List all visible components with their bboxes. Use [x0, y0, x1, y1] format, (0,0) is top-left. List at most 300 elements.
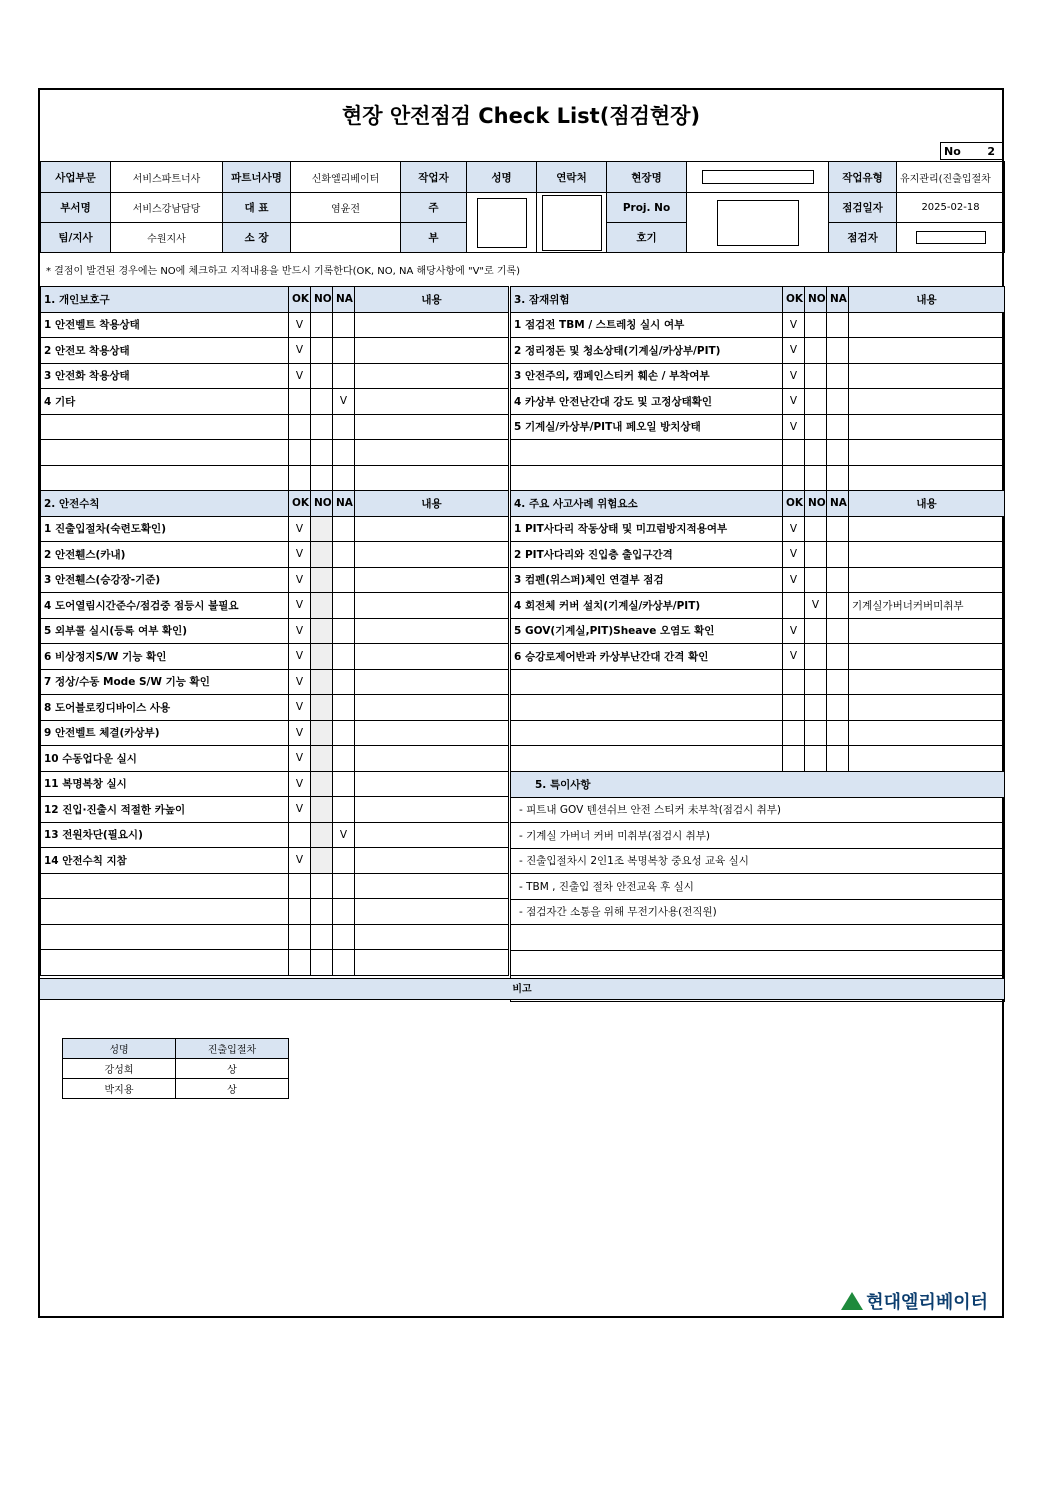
checklist-row — [41, 338, 509, 364]
cell-ok[interactable] — [289, 440, 311, 466]
checklist-row — [41, 618, 509, 644]
cell-content[interactable] — [849, 720, 1005, 746]
cell-content[interactable] — [849, 567, 1005, 593]
cell-content[interactable] — [355, 516, 509, 542]
cell-na[interactable] — [333, 873, 355, 899]
cell-ok[interactable] — [289, 822, 311, 848]
cell-content[interactable] — [355, 312, 509, 338]
partner-value: 신화엘리베이터 — [291, 162, 401, 193]
cell-no[interactable] — [311, 950, 333, 976]
cell-na[interactable] — [333, 312, 355, 338]
cell-ok[interactable] — [783, 440, 805, 466]
cell-label: 3 안전주의, 캠페인스티커 훼손 / 부착여부 — [511, 363, 783, 389]
checklist-row — [41, 873, 509, 899]
cell-content[interactable] — [355, 822, 509, 848]
section-title: 4. 주요 사고사례 위험요소 — [511, 491, 783, 517]
cell-content[interactable] — [355, 899, 509, 925]
cell-content[interactable] — [849, 746, 1005, 772]
special-note — [511, 925, 1005, 951]
business-value: 서비스파트너사 — [111, 162, 223, 193]
date-value: 2025-02-18 — [897, 193, 1005, 223]
cell-label: 10 수동업다운 실시 — [41, 746, 289, 772]
note-row — [511, 848, 1005, 874]
cell-ok[interactable]: V — [289, 567, 311, 593]
cell-ok[interactable] — [289, 389, 311, 415]
cell-label — [41, 440, 289, 466]
cell-no[interactable] — [311, 363, 333, 389]
cell-no[interactable] — [311, 924, 333, 950]
cell-na[interactable] — [827, 542, 849, 568]
cell-content[interactable] — [355, 465, 509, 491]
mini-cell: 상 — [176, 1059, 289, 1079]
cell-label: 4 카상부 안전난간대 강도 및 고정상태확인 — [511, 389, 783, 415]
cell-na[interactable] — [333, 618, 355, 644]
checklist-row — [41, 414, 509, 440]
cell-no[interactable] — [805, 414, 827, 440]
cell-no[interactable] — [311, 695, 333, 721]
special-note: - 기계실 가버너 커버 미취부(점검시 취부) — [511, 823, 1005, 849]
checklist-row — [511, 465, 1005, 491]
cell-content[interactable] — [849, 414, 1005, 440]
cell-content[interactable] — [355, 695, 509, 721]
cell-na[interactable] — [333, 542, 355, 568]
cell-ok[interactable]: V — [289, 797, 311, 823]
cell-ok[interactable] — [289, 414, 311, 440]
cell-no[interactable] — [805, 465, 827, 491]
chief-value — [291, 223, 401, 253]
cell-ok[interactable]: V — [289, 542, 311, 568]
col-content: 내용 — [355, 287, 509, 313]
worktype-value: 유지관리(진출입절차 — [897, 162, 1005, 193]
cell-content[interactable] — [355, 542, 509, 568]
no-value: 2 — [987, 144, 995, 158]
cell-na[interactable] — [333, 848, 355, 874]
mini-header-procedure: 진출입절차 — [176, 1039, 289, 1059]
cell-content[interactable] — [849, 618, 1005, 644]
cell-ok[interactable]: V — [783, 312, 805, 338]
mini-cell: 박지용 — [63, 1079, 176, 1099]
cell-label: 8 도어블로킹디바이스 사용 — [41, 695, 289, 721]
cell-na[interactable] — [827, 593, 849, 619]
cell-no[interactable] — [311, 848, 333, 874]
cell-content[interactable] — [355, 950, 509, 976]
cell-content[interactable] — [849, 516, 1005, 542]
col-ok: OK — [783, 491, 805, 517]
page-title: 현장 안전점검 Check List(점검현장) — [341, 104, 701, 128]
cell-na[interactable] — [827, 618, 849, 644]
cell-content[interactable] — [355, 873, 509, 899]
no-label: No — [944, 144, 961, 158]
cell-label: 4 도어열림시간준수/점검중 점등시 불필요 — [41, 593, 289, 619]
cell-ok[interactable]: V — [783, 516, 805, 542]
cell-content[interactable] — [849, 695, 1005, 721]
cell-ok[interactable]: V — [289, 720, 311, 746]
cell-na[interactable] — [333, 440, 355, 466]
cell-no[interactable] — [311, 389, 333, 415]
cell-label — [511, 669, 783, 695]
name-label: 성명 — [467, 162, 537, 193]
cell-label — [511, 746, 783, 772]
cell-content[interactable] — [355, 848, 509, 874]
cell-na[interactable] — [333, 695, 355, 721]
cell-content[interactable] — [849, 542, 1005, 568]
inspector-label: 점검자 — [829, 223, 897, 253]
cell-label — [41, 950, 289, 976]
cell-na[interactable] — [827, 414, 849, 440]
cell-no[interactable] — [311, 720, 333, 746]
cell-no[interactable]: V — [805, 593, 827, 619]
cell-no[interactable] — [311, 797, 333, 823]
sub-label: 부 — [401, 223, 467, 253]
checklist-row — [41, 822, 509, 848]
cell-na[interactable] — [827, 720, 849, 746]
cell-no[interactable] — [311, 312, 333, 338]
checklist-row — [41, 924, 509, 950]
cell-ok[interactable] — [783, 720, 805, 746]
cell-ok[interactable]: V — [783, 567, 805, 593]
special-note: - 피트내 GOV 텐션쉬브 안전 스티커 未부착(점검시 취부) — [511, 797, 1005, 823]
business-label: 사업부문 — [41, 162, 111, 193]
cell-content[interactable] — [849, 338, 1005, 364]
cell-no[interactable] — [805, 695, 827, 721]
section-title: 5. 특이사항 — [511, 772, 1005, 798]
contact-label: 연락처 — [537, 162, 607, 193]
cell-no[interactable] — [311, 567, 333, 593]
cell-no[interactable] — [311, 338, 333, 364]
checklist-row — [41, 593, 509, 619]
cell-na[interactable] — [827, 695, 849, 721]
cell-ok[interactable]: V — [289, 746, 311, 772]
cell-ok[interactable]: V — [783, 389, 805, 415]
cell-label: 1 안전벨트 착용상태 — [41, 312, 289, 338]
cell-no[interactable] — [311, 644, 333, 670]
section-title: 2. 안전수칙 — [41, 491, 289, 517]
cell-content[interactable] — [355, 746, 509, 772]
cell-na[interactable] — [333, 363, 355, 389]
proj-value[interactable] — [687, 193, 829, 253]
col-na: NA — [333, 491, 355, 517]
cell-ok[interactable]: V — [289, 618, 311, 644]
cell-label: 13 전원차단(필요시) — [41, 822, 289, 848]
cell-na[interactable] — [827, 669, 849, 695]
checklist-row — [41, 899, 509, 925]
checklist-row — [511, 516, 1005, 542]
cell-ok[interactable]: V — [783, 618, 805, 644]
cell-no[interactable] — [805, 720, 827, 746]
dept-value: 서비스강남담당 — [111, 193, 223, 223]
col-content: 내용 — [355, 491, 509, 517]
cell-label — [41, 924, 289, 950]
note-row — [511, 925, 1005, 951]
checklist-row — [511, 542, 1005, 568]
cell-no[interactable] — [805, 516, 827, 542]
col-content: 내용 — [849, 491, 1005, 517]
ceo-value: 염윤전 — [291, 193, 401, 223]
cell-na[interactable] — [827, 516, 849, 542]
remark-bar: 비고 — [40, 978, 1004, 1000]
checklist-sheet — [38, 88, 1004, 1318]
cell-content[interactable] — [355, 363, 509, 389]
cell-na[interactable] — [827, 746, 849, 772]
cell-label: 9 안전벨트 체결(카상부) — [41, 720, 289, 746]
cell-na[interactable]: V — [333, 822, 355, 848]
cell-content[interactable] — [355, 414, 509, 440]
cell-label: 3 안전휀스(승강장-기준) — [41, 567, 289, 593]
cell-na[interactable]: V — [333, 389, 355, 415]
cell-ok[interactable]: V — [783, 414, 805, 440]
contact-value[interactable] — [537, 193, 607, 253]
checklist-row — [41, 669, 509, 695]
cell-na[interactable] — [827, 312, 849, 338]
cell-content[interactable] — [849, 465, 1005, 491]
cell-ok[interactable] — [289, 924, 311, 950]
cell-ok[interactable] — [289, 950, 311, 976]
cell-no[interactable] — [311, 873, 333, 899]
cell-no[interactable] — [311, 746, 333, 772]
cell-na[interactable] — [333, 338, 355, 364]
checklist-row — [511, 720, 1005, 746]
cell-label: 12 진입·진출시 적절한 카높이 — [41, 797, 289, 823]
cell-na[interactable] — [827, 389, 849, 415]
cell-no[interactable] — [805, 389, 827, 415]
cell-ok[interactable] — [783, 465, 805, 491]
personnel-table — [62, 1038, 289, 1099]
cell-no[interactable] — [805, 644, 827, 670]
special-note: - 진출입절차시 2인1조 복명복창 중요성 교육 실시 — [511, 848, 1005, 874]
cell-ok[interactable] — [783, 695, 805, 721]
checklist-row — [511, 338, 1005, 364]
checklist-row — [41, 440, 509, 466]
cell-no[interactable] — [805, 363, 827, 389]
cell-label: 6 승강로제어반과 카상부난간대 간격 확인 — [511, 644, 783, 670]
checklist-row — [41, 312, 509, 338]
cell-ok[interactable]: V — [289, 312, 311, 338]
cell-ok[interactable] — [783, 746, 805, 772]
worker-label: 작업자 — [401, 162, 467, 193]
cell-no[interactable] — [311, 440, 333, 466]
cell-no[interactable] — [311, 899, 333, 925]
cell-ok[interactable]: V — [289, 848, 311, 874]
team-value: 수원지사 — [111, 223, 223, 253]
cell-label: 1 점검전 TBM / 스트레칭 실시 여부 — [511, 312, 783, 338]
checklist-row — [41, 950, 509, 976]
cell-na[interactable] — [827, 363, 849, 389]
cell-no[interactable] — [805, 338, 827, 364]
cell-na[interactable] — [333, 465, 355, 491]
cell-ok[interactable] — [289, 465, 311, 491]
checklist-row — [511, 312, 1005, 338]
cell-content[interactable] — [849, 644, 1005, 670]
cell-ok[interactable]: V — [289, 644, 311, 670]
cell-label: 14 안전수칙 지참 — [41, 848, 289, 874]
cell-label — [511, 440, 783, 466]
cell-label — [41, 873, 289, 899]
chief-label: 소 장 — [223, 223, 291, 253]
col-no: NO — [311, 287, 333, 313]
cell-no[interactable] — [311, 542, 333, 568]
col-ok: OK — [289, 491, 311, 517]
cell-na[interactable] — [827, 465, 849, 491]
cell-content[interactable] — [849, 669, 1005, 695]
ceo-label: 대 표 — [223, 193, 291, 223]
cell-label: 6 비상정지S/W 기능 확인 — [41, 644, 289, 670]
cell-na[interactable] — [827, 644, 849, 670]
checklist-row — [511, 669, 1005, 695]
section-special-notes — [510, 771, 1005, 1002]
cell-ok[interactable]: V — [289, 338, 311, 364]
cell-no[interactable] — [311, 618, 333, 644]
note-row — [511, 823, 1005, 849]
special-note: - TBM , 진출입 절차 안전교육 후 실시 — [511, 874, 1005, 900]
cell-no[interactable] — [805, 542, 827, 568]
cell-ok[interactable] — [783, 669, 805, 695]
cell-na[interactable] — [827, 440, 849, 466]
cell-na[interactable] — [333, 746, 355, 772]
cell-na[interactable] — [333, 899, 355, 925]
cell-content[interactable] — [355, 924, 509, 950]
cell-label: 1 진출입절차(숙련도확인) — [41, 516, 289, 542]
proj-label: Proj. No — [607, 193, 687, 223]
cell-na[interactable] — [827, 338, 849, 364]
cell-content[interactable] — [355, 771, 509, 797]
cell-no[interactable] — [805, 746, 827, 772]
special-note: - 점검자간 소통을 위해 무전기사용(전직원) — [511, 899, 1005, 925]
cell-ok[interactable]: V — [289, 771, 311, 797]
checklist-row — [41, 720, 509, 746]
checklist-row — [511, 414, 1005, 440]
cell-label: 2 PIT사다리와 진입층 출입구간격 — [511, 542, 783, 568]
cell-no[interactable] — [805, 312, 827, 338]
site-value[interactable] — [687, 162, 829, 193]
cell-ok[interactable]: V — [289, 363, 311, 389]
cell-no[interactable] — [311, 822, 333, 848]
section-rules — [40, 490, 509, 976]
cell-content[interactable] — [355, 593, 509, 619]
cell-content[interactable] — [355, 618, 509, 644]
cell-content[interactable] — [355, 720, 509, 746]
cell-label: 5 GOV(기계실,PIT)Sheave 오염도 확인 — [511, 618, 783, 644]
cell-na[interactable] — [333, 924, 355, 950]
checklist-row — [41, 644, 509, 670]
cell-na[interactable] — [827, 567, 849, 593]
col-ok: OK — [289, 287, 311, 313]
checklist-row — [511, 746, 1005, 772]
inspector-value[interactable] — [897, 223, 1005, 253]
cell-na[interactable] — [333, 771, 355, 797]
checklist-row — [41, 465, 509, 491]
cell-ok[interactable] — [289, 899, 311, 925]
site-label: 현장명 — [607, 162, 687, 193]
cell-label — [511, 465, 783, 491]
col-no: NO — [805, 287, 827, 313]
col-content: 내용 — [849, 287, 1005, 313]
cell-label: 11 복명복창 실시 — [41, 771, 289, 797]
mini-header-name: 성명 — [63, 1039, 176, 1059]
cell-label: 5 기계실/카상부/PIT내 페오일 방치상태 — [511, 414, 783, 440]
checklist-row — [41, 695, 509, 721]
cell-na[interactable] — [333, 516, 355, 542]
cell-no[interactable] — [311, 593, 333, 619]
cell-label — [511, 720, 783, 746]
cell-ok[interactable] — [289, 873, 311, 899]
section-accident-risk — [510, 490, 1005, 772]
cell-content[interactable] — [849, 440, 1005, 466]
cell-no[interactable] — [311, 414, 333, 440]
cell-na[interactable] — [333, 644, 355, 670]
company-logo — [841, 1288, 988, 1314]
cell-no[interactable] — [805, 567, 827, 593]
cell-content[interactable] — [355, 338, 509, 364]
cell-label: 5 외부콜 실시(등록 여부 확인) — [41, 618, 289, 644]
cell-no[interactable] — [805, 669, 827, 695]
cell-content[interactable] — [355, 440, 509, 466]
note-row — [511, 899, 1005, 925]
cell-na[interactable] — [333, 414, 355, 440]
note-row — [511, 874, 1005, 900]
cell-na[interactable] — [333, 720, 355, 746]
cell-na[interactable] — [333, 797, 355, 823]
cell-ok[interactable]: V — [289, 695, 311, 721]
cell-ok[interactable]: V — [289, 593, 311, 619]
cell-ok[interactable]: V — [289, 516, 311, 542]
cell-ok[interactable]: V — [289, 669, 311, 695]
cell-label — [511, 695, 783, 721]
cell-ok[interactable]: V — [783, 338, 805, 364]
cell-na[interactable] — [333, 593, 355, 619]
cell-no[interactable] — [805, 618, 827, 644]
cell-content[interactable] — [355, 567, 509, 593]
team-label: 팀/지사 — [41, 223, 111, 253]
col-na: NA — [333, 287, 355, 313]
cell-na[interactable] — [333, 669, 355, 695]
cell-no[interactable] — [311, 465, 333, 491]
checklist-row — [41, 746, 509, 772]
cell-content[interactable] — [355, 389, 509, 415]
cell-no[interactable] — [805, 440, 827, 466]
checklist-row — [41, 567, 509, 593]
col-ok: OK — [783, 287, 805, 313]
cell-na[interactable] — [333, 567, 355, 593]
main-label: 주 — [401, 193, 467, 223]
cell-content[interactable] — [355, 797, 509, 823]
cell-label — [41, 414, 289, 440]
checklist-row — [41, 389, 509, 415]
checklist-row — [41, 542, 509, 568]
cell-no[interactable] — [311, 516, 333, 542]
cell-content[interactable] — [355, 644, 509, 670]
cell-no[interactable] — [311, 669, 333, 695]
cell-ok[interactable] — [783, 593, 805, 619]
col-no: NO — [805, 491, 827, 517]
instruction-note: * 결점이 발견된 경우에는 NO에 체크하고 지적내용을 반드시 기록한다(OK, NO, NA 해당사항에 "V"로 기록) — [46, 266, 521, 277]
cell-content[interactable] — [849, 389, 1005, 415]
cell-ok[interactable]: V — [783, 542, 805, 568]
col-na: NA — [827, 491, 849, 517]
cell-ok[interactable]: V — [783, 644, 805, 670]
name-value[interactable] — [467, 193, 537, 253]
cell-content[interactable]: 기계실가버너커버미취부 — [849, 593, 1005, 619]
cell-no[interactable] — [311, 771, 333, 797]
cell-content[interactable] — [849, 363, 1005, 389]
cell-label: 7 정상/수동 Mode S/W 기능 확인 — [41, 669, 289, 695]
cell-na[interactable] — [333, 950, 355, 976]
logo-triangle-icon — [841, 1292, 863, 1310]
note-row — [511, 797, 1005, 823]
cell-content[interactable] — [355, 669, 509, 695]
dept-label: 부서명 — [41, 193, 111, 223]
cell-content[interactable] — [849, 312, 1005, 338]
cell-ok[interactable]: V — [783, 363, 805, 389]
